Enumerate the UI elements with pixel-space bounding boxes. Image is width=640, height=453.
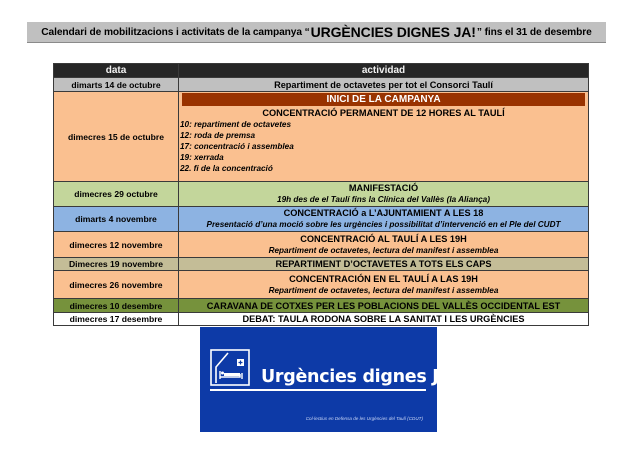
- schedule-item: 22. fi de la concentració: [180, 164, 273, 173]
- table-row: [54, 299, 589, 313]
- schedule-item: 12: roda de premsa: [180, 131, 256, 140]
- activity-title: CONCENTRACIÓ PERMANENT DE 12 HORES AL TAULÍ: [262, 108, 505, 118]
- row-activity: [179, 313, 589, 326]
- schedule-list: [179, 119, 588, 174]
- row-activity: [179, 182, 589, 207]
- table-row: [54, 207, 589, 232]
- logo-brand-text: Urgències dignes JA!: [261, 367, 460, 387]
- table-row: [54, 313, 589, 326]
- table-header-row: [54, 64, 589, 78]
- row-date: Dimecres 19 novembre: [54, 258, 179, 271]
- row-activity: [179, 258, 589, 271]
- activity-title: CARAVANA DE COTXES PER LES POBLACIONS DEL VALLÈS OCCIDENTAL EST: [206, 300, 561, 311]
- activity-subtitle: Repartiment de octavetes, lectura del manifest i assemblea: [268, 245, 499, 255]
- campaign-logo: [200, 327, 460, 432]
- row-activity: [179, 92, 589, 182]
- logo-tagline: Col·lectius en Defensa de les Urgències del Taulí (CDUT): [305, 416, 423, 421]
- header-activity: actividad: [179, 64, 589, 78]
- row-date: dimecres 12 novembre: [54, 232, 179, 258]
- activity-title: Repartiment de octavetes per tot el Consorci Taulí: [274, 79, 493, 90]
- table-row: [54, 182, 589, 207]
- row-date: dimarts 14 de octubre: [54, 78, 179, 92]
- table-row: [54, 271, 589, 299]
- row-activity: [179, 299, 589, 313]
- row-activity: [179, 78, 589, 92]
- house-hospital-bed-icon: [210, 349, 250, 386]
- row-date: dimecres 17 desembre: [54, 313, 179, 326]
- row-date: dimecres 26 novembre: [54, 271, 179, 299]
- schedule-item: 19: xerrada: [180, 153, 224, 162]
- schedule-item: 17: concentració i assemblea: [180, 142, 294, 151]
- activity-subtitle: 19h des de el Taulí fins la Clínica del Vallès (la Aliança): [277, 195, 490, 204]
- row-date: dimecres 29 octubre: [54, 182, 179, 207]
- row-activity: [179, 271, 589, 299]
- activity-title: CONCENTRACIÓN EN EL TAULÍ A LAS 19H: [289, 273, 478, 284]
- activity-title: MANIFESTACIÓ: [348, 183, 419, 193]
- schedule-item: 10: repartiment de octavetes: [180, 120, 292, 129]
- title-prefix: Calendari de mobilitzacions i activitats de la campanya “: [41, 26, 310, 38]
- logo-underline: [210, 389, 426, 391]
- table-row: [54, 78, 589, 92]
- row-activity: [179, 207, 589, 232]
- row-date: dimecres 10 desembre: [54, 299, 179, 313]
- title-suffix: ” fins el 31 de desembre: [476, 26, 592, 38]
- table-row: [54, 258, 589, 271]
- row-date: dimarts 4 novembre: [54, 207, 179, 232]
- activity-title: REPARTIMENT D’OCTAVETES A TOTS ELS CAPS: [275, 259, 492, 269]
- row-activity: [179, 232, 589, 258]
- page-title: [27, 22, 606, 43]
- row-date: dimecres 15 de octubre: [54, 92, 179, 182]
- calendar-table: [53, 63, 589, 326]
- activity-subtitle: Presentació d’una moció sobre les urgències i possibilitat d’intervenció en el Ple del CUDT: [206, 220, 561, 229]
- activity-title: DEBAT: TAULA RODONA SOBRE LA SANITAT I LES URGÈNCIES: [242, 314, 525, 324]
- activity-title: CONCENTRACIÓ AL TAULÍ A LES 19H: [300, 233, 467, 244]
- activity-title: CONCENTRACIÓ a L’AJUNTAMIENT A LES 18: [283, 208, 484, 218]
- table-row: [54, 232, 589, 258]
- campaign-name: URGÈNCIES DIGNES JA!: [310, 24, 476, 40]
- table-row: [54, 92, 589, 182]
- header-date: data: [54, 64, 179, 78]
- campaign-start-banner: INICI DE LA CAMPANYA: [182, 93, 585, 106]
- activity-subtitle: Repartiment de octavetes, lectura del manifest i assemblea: [268, 285, 499, 295]
